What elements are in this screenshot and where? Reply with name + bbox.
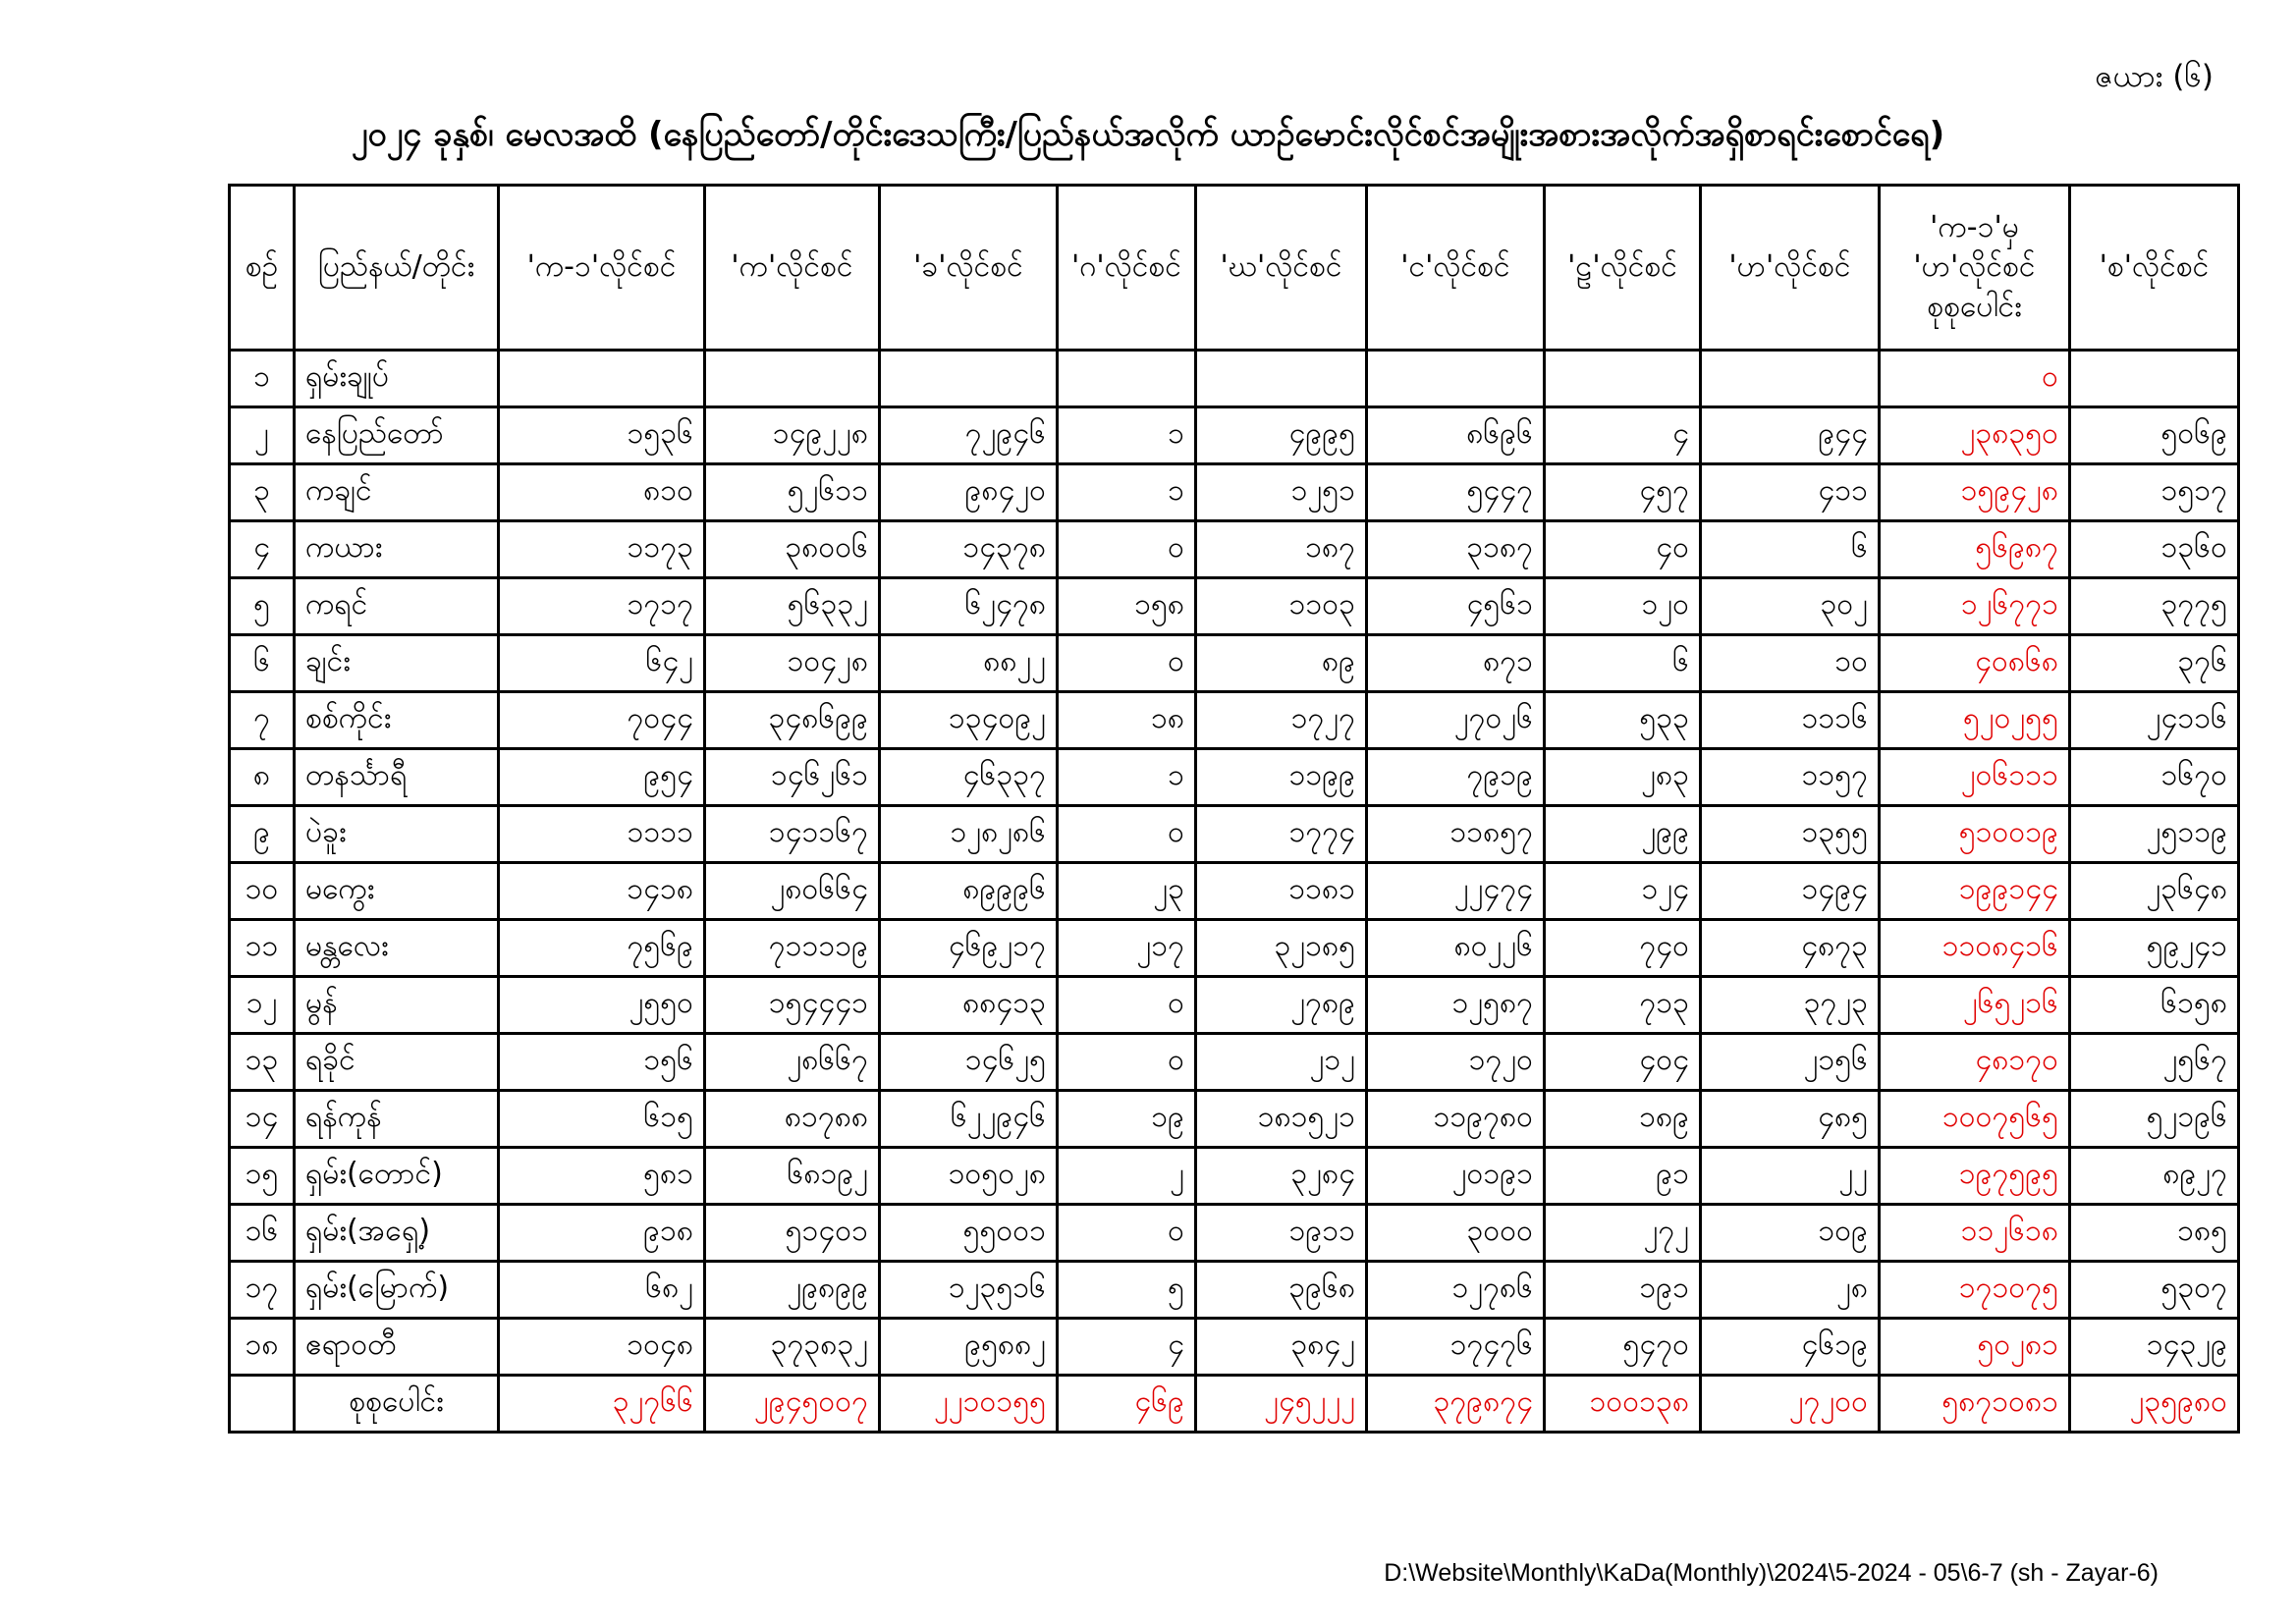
table-row — [230, 464, 2239, 521]
value-cell: ၁၈ — [1058, 692, 1196, 749]
value-cell: ၁၈၇ — [1196, 521, 1367, 578]
value-cell: ၇၁၁၁၁၉ — [705, 920, 880, 977]
value-cell — [1545, 351, 1701, 407]
region-cell: မန္တလေး — [295, 920, 499, 977]
value-cell: ၁၂၆၇၇၁ — [1880, 578, 2070, 635]
table-row — [230, 749, 2239, 806]
value-cell: ၃၇၆ — [2070, 635, 2239, 692]
value-cell: ၅၈၁ — [499, 1148, 705, 1205]
value-cell: ၂၂ — [1701, 1148, 1880, 1205]
header-cell: စဉ် — [230, 186, 295, 351]
value-cell: ၈၉၂၇ — [2070, 1148, 2239, 1205]
value-cell: ၃၇၇၅ — [2070, 578, 2239, 635]
value-cell: ၁၂၅၈၇ — [1367, 977, 1545, 1034]
header-cell: 'စ'လိုင်စင် — [2070, 186, 2239, 351]
value-cell — [499, 351, 705, 407]
value-cell: ၉၈၄၂၀ — [880, 464, 1058, 521]
value-cell: ၁၇၁၇ — [499, 578, 705, 635]
value-cell: ၁၀၀၇၅၆၅ — [1880, 1091, 2070, 1148]
document-title: ၂၀၂၄ ခုနှစ်၊ မေလအထိ (နေပြည်တော်/တိုင်းဒေသကြီး/ပြည်နယ်အလိုက် ယာဉ်မောင်းလိုင်စင်အမျိုးအစားအလိုက်အရှိစာရင်းစောင်ရေ) — [351, 115, 1945, 154]
serial-cell: ၁၇ — [230, 1262, 295, 1319]
value-cell: ၇၀၄၄ — [499, 692, 705, 749]
value-cell: ၅၈၇၁၀၈၁ — [1880, 1376, 2070, 1433]
value-cell: ၅၄၄၇ — [1367, 464, 1545, 521]
value-cell — [1058, 351, 1196, 407]
value-cell: ၃၂၈၄ — [1196, 1148, 1367, 1205]
value-cell — [880, 351, 1058, 407]
value-cell: ၄၀ — [1545, 521, 1701, 578]
value-cell: ၂၄၅၂၂၂ — [1196, 1376, 1367, 1433]
value-cell: ၂၇၂၀၀ — [1701, 1376, 1880, 1433]
value-cell: ၅၂၁၉၆ — [2070, 1091, 2239, 1148]
value-cell: ၄၀၄ — [1545, 1034, 1701, 1091]
value-cell: ၀ — [1058, 806, 1196, 863]
value-cell: ၁၀၄၂၈ — [705, 635, 880, 692]
value-cell: ၁၃၄၀၉၂ — [880, 692, 1058, 749]
value-cell: ၃၉၆၈ — [1196, 1262, 1367, 1319]
table-row — [230, 521, 2239, 578]
value-cell: ၁၅၁၇ — [2070, 464, 2239, 521]
serial-cell: ၂ — [230, 407, 295, 464]
value-cell: ၀ — [1058, 977, 1196, 1034]
value-cell: ၁၄၉၄ — [1701, 863, 1880, 920]
value-cell: ၃၇၉၈၇၄ — [1367, 1376, 1545, 1433]
value-cell: ၄၁၁ — [1701, 464, 1880, 521]
value-cell: ၁၂၈၂၈၆ — [880, 806, 1058, 863]
value-cell: ၆၂၂၉၄၆ — [880, 1091, 1058, 1148]
serial-cell: ၈ — [230, 749, 295, 806]
serial-cell: ၃ — [230, 464, 295, 521]
value-cell: ၁၁၈၁ — [1196, 863, 1367, 920]
value-cell: ၂၀၁၉၁ — [1367, 1148, 1545, 1205]
value-cell: ၄၉၉၅ — [1196, 407, 1367, 464]
serial-cell: ၆ — [230, 635, 295, 692]
value-cell: ၂၂၁၀၁၅၅ — [880, 1376, 1058, 1433]
value-cell: ၆၁၅ — [499, 1091, 705, 1148]
value-cell: ၁ — [1058, 407, 1196, 464]
value-cell: ၅၀၆၉ — [2070, 407, 2239, 464]
value-cell: ၃၇၂၃ — [1701, 977, 1880, 1034]
value-cell: ၂ — [1058, 1148, 1196, 1205]
value-cell: ၄၆၉၂၁၇ — [880, 920, 1058, 977]
value-cell: ၃၀၂ — [1701, 578, 1880, 635]
value-cell: ၁၄၁၁၆၇ — [705, 806, 880, 863]
table-row — [230, 578, 2239, 635]
value-cell: ၅၀၂၈၁ — [1880, 1319, 2070, 1376]
page-tag: ဇယား (၆) — [2095, 59, 2214, 94]
value-cell: ၁၂၅၁ — [1196, 464, 1367, 521]
value-cell: ၂၈၆၆၇ — [705, 1034, 880, 1091]
value-cell: ၅၂၆၁၁ — [705, 464, 880, 521]
value-cell: ၆၈၁၉၂ — [705, 1148, 880, 1205]
value-cell: ၀ — [1058, 521, 1196, 578]
region-cell: နေပြည်တော် — [295, 407, 499, 464]
header-cell: 'ခ'လိုင်စင် — [880, 186, 1058, 351]
value-cell: ၈၈၄၁၃ — [880, 977, 1058, 1034]
value-cell: ၄၈၇၃ — [1701, 920, 1880, 977]
table-row — [230, 407, 2239, 464]
value-cell — [1196, 351, 1367, 407]
region-cell: ကယား — [295, 521, 499, 578]
header-cell: ပြည်နယ်/တိုင်း — [295, 186, 499, 351]
value-cell: ၁၁၀၈၄၁၆ — [1880, 920, 2070, 977]
value-cell: ၁၁၉၇၈၀ — [1367, 1091, 1545, 1148]
value-cell: ၂၅၆၇ — [2070, 1034, 2239, 1091]
value-cell: ၈၁၇၈၈ — [705, 1091, 880, 1148]
region-cell: ကချင် — [295, 464, 499, 521]
value-cell: ၁၄၆၂၆၁ — [705, 749, 880, 806]
value-cell: ၇၄၀ — [1545, 920, 1701, 977]
value-cell: ၄၈၁၇၀ — [1880, 1034, 2070, 1091]
value-cell: ၁၆၇၀ — [2070, 749, 2239, 806]
value-cell: ၁၂၀ — [1545, 578, 1701, 635]
value-cell: ၅၁၄၀၁ — [705, 1205, 880, 1262]
value-cell: ၁၅၈ — [1058, 578, 1196, 635]
value-cell: ၁၀၅၀၂၈ — [880, 1148, 1058, 1205]
value-cell: ၂၄၁၁၆ — [2070, 692, 2239, 749]
footer-file-path: D:\Website\Monthly\KaDa(Monthly)\2024\5-2024 - 05\6-7 (sh - Zayar-6) — [1384, 1559, 2159, 1587]
value-cell: ၂၇၈၉ — [1196, 977, 1367, 1034]
region-cell: စုစုပေါင်း — [295, 1376, 499, 1433]
value-cell: ၃၁၈၇ — [1367, 521, 1545, 578]
value-cell: ၁၂၇၈၆ — [1367, 1262, 1545, 1319]
value-cell: ၁၇၇၄ — [1196, 806, 1367, 863]
value-cell: ၈၈၂၂ — [880, 635, 1058, 692]
value-cell: ၈၀၂၂၆ — [1367, 920, 1545, 977]
value-cell: ၁၉၇၅၉၅ — [1880, 1148, 2070, 1205]
table-body — [230, 351, 2239, 1433]
value-cell: ၄၆၁၉ — [1701, 1319, 1880, 1376]
value-cell: ၁၇၂၀ — [1367, 1034, 1545, 1091]
table-row — [230, 806, 2239, 863]
value-cell: ၁၅၆ — [499, 1034, 705, 1091]
table-row — [230, 977, 2239, 1034]
value-cell: ၉၁ — [1545, 1148, 1701, 1205]
value-cell: ၈၆၉၆ — [1367, 407, 1545, 464]
value-cell: ၁၄၉၂၂၈ — [705, 407, 880, 464]
header-cell: 'က-၁'လိုင်စင် — [499, 186, 705, 351]
value-cell: ၆၄၂ — [499, 635, 705, 692]
value-cell: ၁၀၉ — [1701, 1205, 1880, 1262]
value-cell: ၃၈၀၀၆ — [705, 521, 880, 578]
value-cell: ၄၅၆၁ — [1367, 578, 1545, 635]
table-row — [230, 1034, 2239, 1091]
value-cell: ၁၂၄ — [1545, 863, 1701, 920]
value-cell: ၁၉၉၁၄၄ — [1880, 863, 2070, 920]
table-row — [230, 1205, 2239, 1262]
region-cell: ရန်ကုန် — [295, 1091, 499, 1148]
serial-cell: ၁၅ — [230, 1148, 295, 1205]
serial-cell: ၄ — [230, 521, 295, 578]
serial-cell: ၇ — [230, 692, 295, 749]
value-cell: ၇၅၆၉ — [499, 920, 705, 977]
region-cell: မွန် — [295, 977, 499, 1034]
table-row — [230, 920, 2239, 977]
serial-cell: ၁၄ — [230, 1091, 295, 1148]
region-cell: ရှမ်း(တောင်) — [295, 1148, 499, 1205]
value-cell: ၂၇၀၂၆ — [1367, 692, 1545, 749]
value-cell: ၅၆၃၃၂ — [705, 578, 880, 635]
value-cell: ၃၀၀၀ — [1367, 1205, 1545, 1262]
value-cell: ၅၆၉၈၇ — [1880, 521, 2070, 578]
table-row — [230, 1262, 2239, 1319]
value-cell: ၈၉ — [1196, 635, 1367, 692]
value-cell: ၅၄၇၀ — [1545, 1319, 1701, 1376]
value-cell: ၂၇၂ — [1545, 1205, 1701, 1262]
value-cell: ၁၉၁၁ — [1196, 1205, 1367, 1262]
value-cell: ၁ — [1058, 749, 1196, 806]
header-row — [230, 186, 2239, 351]
value-cell: ၀ — [1880, 351, 2070, 407]
region-cell: ပဲခူး — [295, 806, 499, 863]
header-cell: 'ဟ'လိုင်စင် — [1701, 186, 1880, 351]
value-cell: ၄ — [1058, 1319, 1196, 1376]
serial-cell: ၁၈ — [230, 1319, 295, 1376]
header-cell: 'ဃ'လိုင်စင် — [1196, 186, 1367, 351]
value-cell: ၂၈၃ — [1545, 749, 1701, 806]
value-cell: ၆၁၅၈ — [2070, 977, 2239, 1034]
value-cell — [1367, 351, 1545, 407]
value-cell: ၂၁၇ — [1058, 920, 1196, 977]
value-cell: ၂၃၅၉၈၀ — [2070, 1376, 2239, 1433]
value-cell: ၂၁၅၆ — [1701, 1034, 1880, 1091]
table-row — [230, 1319, 2239, 1376]
value-cell: ၉၅၈၈၂ — [880, 1319, 1058, 1376]
value-cell: ၁၄၁၈ — [499, 863, 705, 920]
region-cell: ဧရာဝတီ — [295, 1319, 499, 1376]
region-cell: မကွေး — [295, 863, 499, 920]
value-cell: ၀ — [1058, 1205, 1196, 1262]
value-cell: ၂၅၅၀ — [499, 977, 705, 1034]
value-cell: ၂၉၈၉၉ — [705, 1262, 880, 1319]
value-cell: ၂၃၈၃၅၀ — [1880, 407, 2070, 464]
region-cell: ချင်း — [295, 635, 499, 692]
value-cell — [1701, 351, 1880, 407]
value-cell: ၉၅၄ — [499, 749, 705, 806]
value-cell: ၄၀၈၆၈ — [1880, 635, 2070, 692]
serial-cell: ၁၆ — [230, 1205, 295, 1262]
value-cell — [705, 351, 880, 407]
value-cell: ၁၃၅၅ — [1701, 806, 1880, 863]
header-cell: 'ဂ'လိုင်စင် — [1058, 186, 1196, 351]
region-cell: ရှမ်းချုပ် — [295, 351, 499, 407]
serial-cell: ၁၃ — [230, 1034, 295, 1091]
serial-cell: ၁ — [230, 351, 295, 407]
value-cell: ၀ — [1058, 1034, 1196, 1091]
table-row — [230, 635, 2239, 692]
serial-cell: ၁၂ — [230, 977, 295, 1034]
value-cell: ၂၆၅၂၁၆ — [1880, 977, 2070, 1034]
value-cell: ၃၄၈၆၉၉ — [705, 692, 880, 749]
serial-cell: ၅ — [230, 578, 295, 635]
value-cell: ၆၂၄၇၈ — [880, 578, 1058, 635]
value-cell: ၅၁၀၀၁၉ — [1880, 806, 2070, 863]
license-table — [228, 184, 2240, 1434]
value-cell: ၅၃၃ — [1545, 692, 1701, 749]
header-cell: 'က'လိုင်စင် — [705, 186, 880, 351]
table-row — [230, 692, 2239, 749]
serial-cell: ၉ — [230, 806, 295, 863]
value-cell: ၁၄၃၇၈ — [880, 521, 1058, 578]
table-row — [230, 351, 2239, 407]
value-cell: ၁၈၁၅၂၁ — [1196, 1091, 1367, 1148]
serial-cell — [230, 1376, 295, 1433]
value-cell: ၂၃၆၄၈ — [2070, 863, 2239, 920]
value-cell: ၇၂၉၄၆ — [880, 407, 1058, 464]
value-cell: ၇၉၁၉ — [1367, 749, 1545, 806]
value-cell: ၂၁၂ — [1196, 1034, 1367, 1091]
value-cell: ၁၅၄၄၄၁ — [705, 977, 880, 1034]
value-cell: ၅၂၀၂၅၅ — [1880, 692, 2070, 749]
region-cell: ကရင် — [295, 578, 499, 635]
value-cell: ၄ — [1545, 407, 1701, 464]
value-cell: ၁၇၁၀၇၅ — [1880, 1262, 2070, 1319]
value-cell: ၁၅၃၆ — [499, 407, 705, 464]
value-cell: ၄၅၇ — [1545, 464, 1701, 521]
value-cell: ၁၁၇၃ — [499, 521, 705, 578]
value-cell: ၆ — [1701, 521, 1880, 578]
value-cell: ၀ — [1058, 635, 1196, 692]
value-cell: ၁၁၅၇ — [1701, 749, 1880, 806]
value-cell: ၁၈၉ — [1545, 1091, 1701, 1148]
value-cell: ၂၅၁၁၉ — [2070, 806, 2239, 863]
value-cell: ၁၉၁ — [1545, 1262, 1701, 1319]
value-cell: ၈၇၁ — [1367, 635, 1545, 692]
value-cell: ၁၀၀၁၃၈ — [1545, 1376, 1701, 1433]
value-cell: ၁၁၂၆၁၈ — [1880, 1205, 2070, 1262]
value-cell: ၁၁၉၉ — [1196, 749, 1367, 806]
header-cell: 'က-၁'မှ 'ဟ'လိုင်စင် စုစုပေါင်း — [1880, 186, 2070, 351]
value-cell — [2070, 351, 2239, 407]
value-cell: ၃၂၇၆၆ — [499, 1376, 705, 1433]
value-cell: ၃၇၃၈၃၂ — [705, 1319, 880, 1376]
value-cell: ၃၂၁၈၅ — [1196, 920, 1367, 977]
value-cell: ၂၂၄၇၄ — [1367, 863, 1545, 920]
value-cell: ၁၁၁၆ — [1701, 692, 1880, 749]
value-cell: ၅၅၀၀၁ — [880, 1205, 1058, 1262]
value-cell: ၂၀၆၁၁၁ — [1880, 749, 2070, 806]
value-cell: ၂၉၉ — [1545, 806, 1701, 863]
value-cell: ၁၈၅ — [2070, 1205, 2239, 1262]
value-cell: ၁၅၉၄၂၈ — [1880, 464, 2070, 521]
value-cell: ၄၆၃၃၇ — [880, 749, 1058, 806]
value-cell: ၂၈၀၆၆၄ — [705, 863, 880, 920]
value-cell: ၆ — [1545, 635, 1701, 692]
region-cell: ရှမ်း(အရှေ့) — [295, 1205, 499, 1262]
value-cell: ၅၉၂၄၁ — [2070, 920, 2239, 977]
value-cell: ၁၃၆၀ — [2070, 521, 2239, 578]
value-cell: ၁၀၄၈ — [499, 1319, 705, 1376]
value-cell: ၁၄၆၂၅ — [880, 1034, 1058, 1091]
table-row — [230, 863, 2239, 920]
value-cell: ၈၉၉၉၆ — [880, 863, 1058, 920]
value-cell: ၁ — [1058, 464, 1196, 521]
total-row — [230, 1376, 2239, 1433]
header-cell: 'ဠ'လိုင်စင် — [1545, 186, 1701, 351]
value-cell: ၁၂၃၅၁၆ — [880, 1262, 1058, 1319]
table-row — [230, 1091, 2239, 1148]
value-cell: ၉၄၄ — [1701, 407, 1880, 464]
value-cell: ၇၁၃ — [1545, 977, 1701, 1034]
region-cell: ရခိုင် — [295, 1034, 499, 1091]
value-cell: ၉၁၈ — [499, 1205, 705, 1262]
table-row — [230, 1148, 2239, 1205]
value-cell: ၄၆၉ — [1058, 1376, 1196, 1433]
value-cell: ၁၁၀၃ — [1196, 578, 1367, 635]
value-cell: ၁၉ — [1058, 1091, 1196, 1148]
value-cell: ၂၈ — [1701, 1262, 1880, 1319]
value-cell: ၁၀ — [1701, 635, 1880, 692]
value-cell: ၈၁၀ — [499, 464, 705, 521]
value-cell: ၃၈၄၂ — [1196, 1319, 1367, 1376]
value-cell: ၄၈၅ — [1701, 1091, 1880, 1148]
value-cell: ၁၁၁၁ — [499, 806, 705, 863]
value-cell: ၆၈၂ — [499, 1262, 705, 1319]
value-cell: ၅၃၀၇ — [2070, 1262, 2239, 1319]
value-cell: ၁၄၃၂၉ — [2070, 1319, 2239, 1376]
value-cell: ၂၃ — [1058, 863, 1196, 920]
value-cell: ၁၇၂၇ — [1196, 692, 1367, 749]
region-cell: စစ်ကိုင်း — [295, 692, 499, 749]
serial-cell: ၁၁ — [230, 920, 295, 977]
serial-cell: ၁၀ — [230, 863, 295, 920]
region-cell: တနင်္သာရီ — [295, 749, 499, 806]
value-cell: ၅ — [1058, 1262, 1196, 1319]
value-cell: ၂၉၄၅၀၀၇ — [705, 1376, 880, 1433]
value-cell: ၁၇၄၇၆ — [1367, 1319, 1545, 1376]
value-cell: ၁၁၈၅၇ — [1367, 806, 1545, 863]
header-cell: 'င'လိုင်စင် — [1367, 186, 1545, 351]
region-cell: ရှမ်း(မြောက်) — [295, 1262, 499, 1319]
